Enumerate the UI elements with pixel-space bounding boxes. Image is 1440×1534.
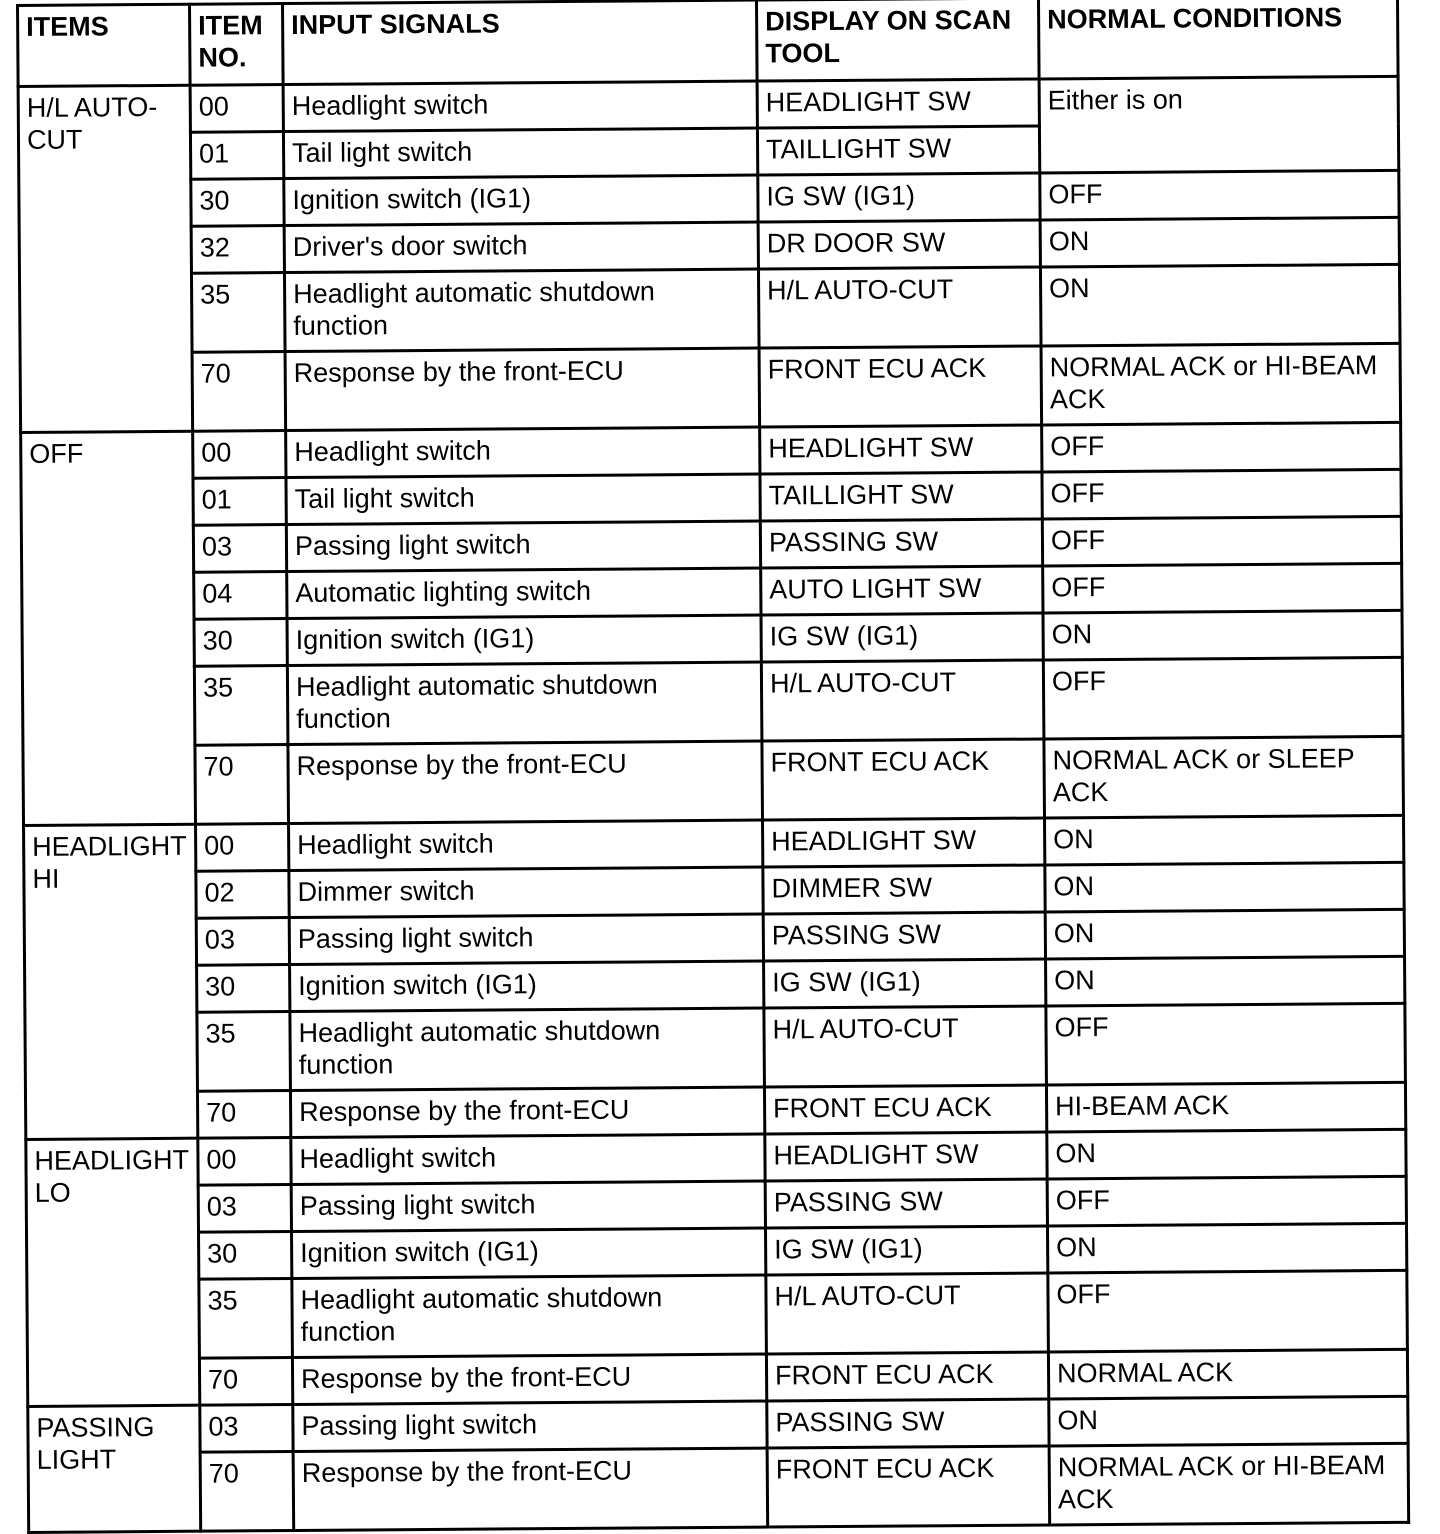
- input-signal-cell: Tail light switch: [286, 474, 760, 524]
- item-name-cell: PASSING LIGHT: [28, 1405, 201, 1532]
- item-no-cell: 30: [199, 1232, 292, 1280]
- item-no-cell: 35: [197, 1012, 291, 1092]
- item-no-cell: 01: [193, 478, 286, 526]
- display-cell: HEADLIGHT SW: [760, 425, 1042, 474]
- input-signal-cell: Dimmer switch: [289, 867, 763, 917]
- table-body: [18, 76, 1409, 1532]
- input-signal-cell: Response by the front-ECU: [292, 1354, 766, 1404]
- normal-condition-cell: ON: [1043, 610, 1402, 660]
- display-cell: IG SW (IG1): [758, 173, 1040, 222]
- item-name-cell: H/L AUTO-CUT: [18, 85, 193, 432]
- item-no-cell: 35: [191, 273, 285, 353]
- display-cell: H/L AUTO-CUT: [758, 267, 1041, 348]
- display-cell: FRONT ECU ACK: [759, 346, 1042, 427]
- header-row: [18, 0, 1399, 86]
- display-cell: IG SW (IG1): [764, 959, 1046, 1008]
- display-cell: DIMMER SW: [763, 865, 1045, 914]
- input-signal-cell: Response by the front-ECU: [288, 741, 763, 823]
- input-signal-cell: Headlight switch: [286, 427, 760, 477]
- input-signal-cell: Headlight automatic shutdown function: [292, 1275, 767, 1357]
- item-no-cell: 30: [194, 619, 287, 667]
- header-item-no: ITEM NO.: [190, 4, 284, 86]
- input-signal-cell: Headlight switch: [289, 820, 763, 870]
- table-row: [25, 1003, 1406, 1092]
- normal-condition-cell: NORMAL ACK: [1048, 1349, 1407, 1399]
- display-cell: TAILLIGHT SW: [760, 472, 1042, 521]
- input-signal-cell: Response by the front-ECU: [293, 1448, 768, 1530]
- normal-condition-cell: ON: [1047, 1223, 1406, 1273]
- display-cell: IG SW (IG1): [761, 613, 1043, 662]
- header-input-signals: INPUT SIGNALS: [283, 0, 758, 84]
- display-cell: PASSING SW: [767, 1399, 1049, 1448]
- normal-condition-cell: ON: [1045, 862, 1404, 912]
- data-list-table: [16, 0, 1410, 1534]
- input-signal-cell: Ignition switch (IG1): [290, 961, 764, 1011]
- input-signal-cell: Passing light switch: [286, 521, 760, 571]
- table-row: [22, 657, 1403, 746]
- normal-condition-cell: ON: [1040, 264, 1400, 346]
- display-cell: FRONT ECU ACK: [767, 1446, 1050, 1527]
- normal-condition-cell: ON: [1049, 1396, 1408, 1446]
- input-signal-cell: Headlight switch: [291, 1134, 765, 1184]
- input-signal-cell: Response by the front-ECU: [285, 348, 760, 430]
- display-cell: HEADLIGHT SW: [765, 1132, 1047, 1181]
- normal-condition-cell: ON: [1047, 1129, 1406, 1179]
- item-no-cell: 30: [197, 965, 290, 1013]
- display-cell: PASSING SW: [765, 1179, 1047, 1228]
- display-cell: AUTO LIGHT SW: [761, 566, 1043, 615]
- item-no-cell: 03: [196, 918, 289, 966]
- normal-condition-cell: ON: [1045, 909, 1404, 959]
- input-signal-cell: Headlight automatic shutdown function: [284, 269, 759, 351]
- item-no-cell: 30: [191, 179, 284, 227]
- display-cell: HEADLIGHT SW: [763, 818, 1045, 867]
- normal-condition-cell: OFF: [1047, 1176, 1406, 1226]
- table-row: [20, 343, 1401, 432]
- display-cell: H/L AUTO-CUT: [761, 660, 1044, 741]
- input-signal-cell: Ignition switch (IG1): [284, 175, 758, 225]
- item-no-cell: 01: [190, 132, 283, 180]
- input-signal-cell: Ignition switch (IG1): [292, 1228, 766, 1278]
- normal-condition-cell: OFF: [1043, 657, 1403, 739]
- input-signal-cell: Tail light switch: [283, 128, 757, 178]
- header-items: ITEMS: [18, 4, 191, 86]
- normal-condition-cell: OFF: [1042, 422, 1401, 472]
- display-cell: FRONT ECU ACK: [764, 1085, 1046, 1134]
- table-row: [27, 1270, 1408, 1359]
- input-signal-cell: Ignition switch (IG1): [287, 615, 761, 665]
- input-signal-cell: Response by the front-ECU: [290, 1087, 764, 1137]
- normal-condition-cell: ON: [1044, 815, 1403, 865]
- normal-condition-cell: OFF: [1046, 1003, 1406, 1085]
- table-row: [19, 264, 1400, 353]
- input-signal-cell: Passing light switch: [291, 1181, 765, 1231]
- normal-condition-cell: OFF: [1042, 469, 1401, 519]
- item-no-cell: 70: [200, 1452, 294, 1532]
- header-display-on-scan-tool: DISPLAY ON SCAN TOOL: [756, 0, 1039, 81]
- normal-condition-cell: ON: [1046, 956, 1405, 1006]
- input-signal-cell: Headlight automatic shutdown function: [287, 662, 762, 744]
- item-no-cell: 00: [190, 85, 283, 133]
- display-cell: H/L AUTO-CUT: [764, 1006, 1047, 1087]
- table-row: [23, 736, 1404, 825]
- input-signal-cell: Headlight switch: [283, 81, 757, 131]
- normal-condition-cell: NORMAL ACK or HI-BEAM ACK: [1049, 1443, 1409, 1525]
- item-no-cell: 00: [193, 431, 286, 479]
- item-no-cell: 32: [191, 226, 284, 274]
- item-no-cell: 35: [199, 1279, 293, 1359]
- item-no-cell: 70: [197, 1091, 290, 1139]
- display-cell: IG SW (IG1): [765, 1226, 1047, 1275]
- display-cell: PASSING SW: [760, 519, 1042, 568]
- item-name-cell: OFF: [21, 431, 196, 825]
- item-no-cell: 04: [194, 572, 287, 620]
- item-no-cell: 70: [192, 352, 286, 432]
- item-no-cell: 02: [196, 871, 289, 919]
- normal-condition-cell: OFF: [1043, 563, 1402, 613]
- normal-condition-cell: ON: [1040, 217, 1399, 267]
- item-no-cell: 70: [195, 745, 289, 825]
- normal-condition-cell: HI-BEAM ACK: [1046, 1082, 1405, 1132]
- item-no-cell: 03: [200, 1405, 293, 1453]
- item-no-cell: 70: [199, 1358, 292, 1406]
- input-signal-cell: Passing light switch: [293, 1401, 767, 1451]
- normal-condition-cell: NORMAL ACK or SLEEP ACK: [1044, 736, 1404, 818]
- display-cell: FRONT ECU ACK: [762, 739, 1045, 820]
- input-signal-cell: Passing light switch: [289, 914, 763, 964]
- display-cell: PASSING SW: [763, 912, 1045, 961]
- input-signal-cell: Automatic lighting switch: [287, 568, 761, 618]
- normal-condition-cell: NORMAL ACK or HI-BEAM ACK: [1041, 343, 1401, 425]
- table-row: [28, 1443, 1409, 1532]
- normal-condition-cell: OFF: [1042, 516, 1401, 566]
- normal-condition-cell: OFF: [1048, 1270, 1408, 1352]
- display-cell: FRONT ECU ACK: [766, 1352, 1048, 1401]
- display-cell: DR DOOR SW: [758, 220, 1040, 269]
- display-cell: TAILLIGHT SW: [757, 126, 1039, 175]
- table-row: [18, 76, 1398, 133]
- normal-condition-cell: Either is on: [1039, 76, 1399, 173]
- display-cell: HEADLIGHT SW: [757, 79, 1039, 128]
- item-no-cell: 03: [198, 1185, 291, 1233]
- input-signal-cell: Driver's door switch: [284, 222, 758, 272]
- item-name-cell: HEADLIGHT LO: [26, 1138, 200, 1406]
- item-no-cell: 35: [194, 666, 288, 746]
- display-cell: H/L AUTO-CUT: [766, 1273, 1049, 1354]
- item-no-cell: 00: [198, 1138, 291, 1186]
- normal-condition-cell: OFF: [1040, 170, 1399, 220]
- item-no-cell: 00: [196, 824, 289, 872]
- header-normal-conditions: NORMAL CONDITIONS: [1038, 0, 1398, 79]
- input-signal-cell: Headlight automatic shutdown function: [290, 1008, 765, 1090]
- item-no-cell: 03: [193, 525, 286, 573]
- item-name-cell: HEADLIGHT HI: [24, 824, 198, 1139]
